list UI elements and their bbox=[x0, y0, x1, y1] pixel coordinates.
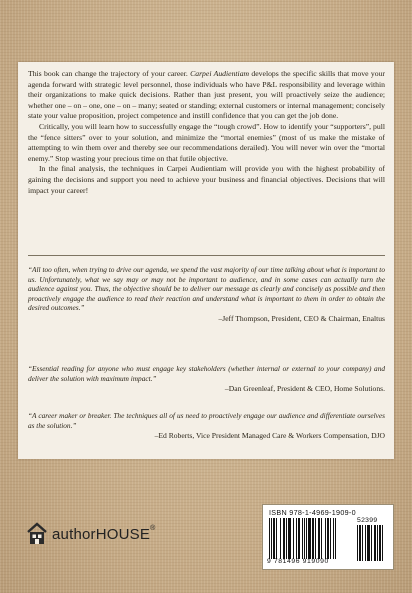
isbn-label: ISBN 978-1-4969-1909-0 bbox=[269, 508, 356, 517]
endorsement-1 bbox=[28, 265, 385, 324]
publisher-logo bbox=[26, 522, 155, 546]
house-logo-icon bbox=[26, 522, 48, 546]
isbn-barcode bbox=[262, 504, 394, 570]
ean-barcode-bars bbox=[269, 518, 351, 559]
endorsement-quote: “A career maker or breaker. The techniques all of us need to proactively engage our audience and differentiate ourselves as the solution.” bbox=[28, 411, 385, 430]
publisher-name bbox=[52, 526, 155, 543]
endorsement-attribution: –Dan Greenleaf, President & CEO, Home Solutions. bbox=[224, 384, 385, 394]
ean-digits: 9 781496 919090 bbox=[267, 558, 329, 565]
publisher-name-lower: author bbox=[52, 525, 96, 543]
endorsement-attribution: –Jeff Thompson, President, CEO & Chairman, Enaltus bbox=[218, 313, 385, 323]
book-description bbox=[28, 69, 385, 196]
endorsement-attribution: –Ed Roberts, Vice President Managed Care & Workers Compensation, DJO bbox=[154, 431, 385, 441]
description-paragraph-3: In the final analysis, the techniques in Carpei Audientiam will provide you with the highest probability of gaining the decisions and support you need to achieve your business and financial objectives. Decisions that will impact your career! bbox=[28, 164, 385, 195]
description-paragraph-1: This book can change the trajectory of your career. Carpei Audientiam develops the specific skills that move your agenda forward with strategic level personnel, those individuals who have P&L responsibility and leverage within their organizations to make quick decisions. Rather than just present, you will proactively seize the audience; whether one – on – one, one – on – many; seated or standing; external customers or internal management; concisely state your value proposition, project competence and instill confidence that you can get the job done. bbox=[28, 69, 385, 121]
back-cover-text-panel bbox=[18, 62, 394, 459]
endorsement-quote: “Essential reading for anyone who must engage key stakeholders (whether internal or external to your company) and deliver the solution with maximum impact.” bbox=[28, 364, 385, 383]
endorsement-3 bbox=[28, 411, 385, 441]
description-paragraph-2: Critically, you will learn how to successfully engage the “tough crowd”. How to identify your “supporters”, pull the “fence sitters” over to your solution, and minimize the “mortal enemies” (most of us make the mistake of attempting to win them over and thereby see our recommendations derailed). You will never win over the “mortal enemy.” Stop wasting your precious time on that futile objective. bbox=[28, 121, 385, 163]
publisher-name-upper: HOUSE bbox=[95, 525, 151, 543]
section-divider bbox=[28, 255, 385, 256]
endorsement-2 bbox=[28, 364, 385, 394]
registered-mark: ® bbox=[150, 524, 156, 532]
endorsement-quote: “All too often, when trying to drive our agenda, we spend the vast majority of our time talking about what is important to us. Unfortunately, what we say may or may not be important to audience, and in some cases can actually turn the audience against you. Thus, the objective should be to deliver our message as clearly and concisely as possible and then proactively engage the audience to read their reaction and understand what is important to them in order to obtain the desired outcomes.” bbox=[28, 265, 385, 313]
price-addon-digits: 52399 bbox=[357, 517, 378, 524]
price-addon-bars bbox=[357, 525, 388, 561]
book-title-italic: Carpei Audientiam bbox=[190, 69, 250, 78]
